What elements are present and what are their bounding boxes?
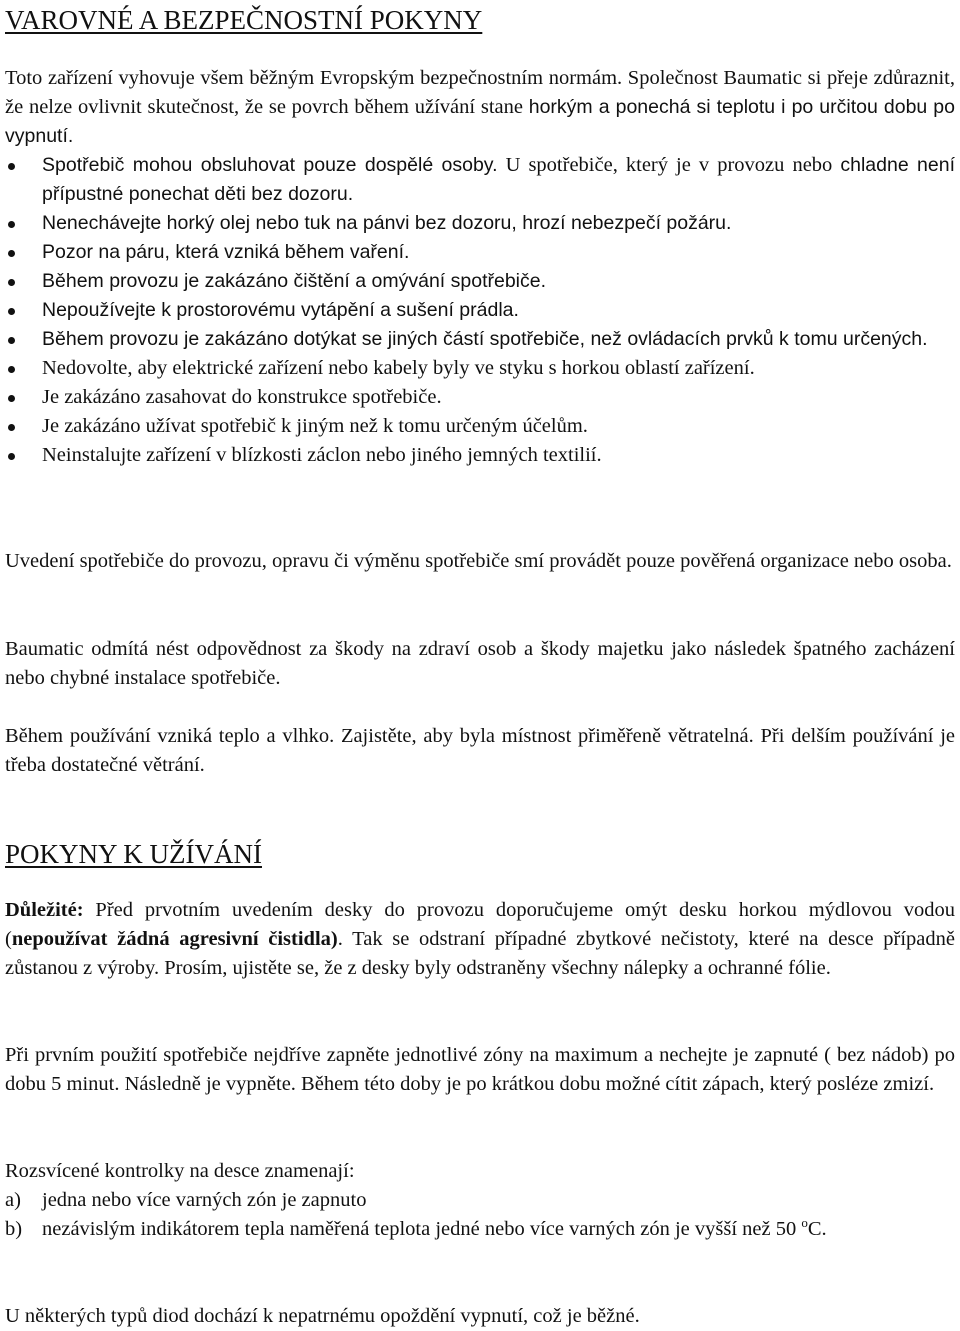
section-title-usage: POKYNY K UŽÍVÁNÍ [5, 839, 262, 869]
final-note: U některých typů diod dochází k nepatrnému opoždění vypnutí, což je běžné. [5, 1305, 640, 1327]
safety-bullet-list [5, 151, 955, 470]
indicators-intro: Rozsvícené kontrolky na desce znamenají: [5, 1160, 355, 1182]
paragraph-ventilation: Během používání vzniká teplo a vlhko. Zajistěte, aby byla místnost přiměřeně větratelná. Při delším používání je třeba dostatečné větrání. [5, 725, 955, 776]
paragraph-liability: Baumatic odmítá nést odpovědnost za škody na zdraví osob a škody majetku jako následek špatného zacházení nebo chybné instalace spotřebiče. [5, 638, 955, 689]
paragraph-first-use: Při prvním použití spotřebiče nejdříve zapněte jednotlivé zóny na maximum a nechejte je zapnuté ( bez nádob) po dobu 5 minut. Následně je vypněte. Během této doby je po krátkou dobu možné cítit zápach, který posléze zmizí. [5, 1044, 955, 1095]
indicator-list [5, 1186, 955, 1244]
list-item: Během provozu je zakázáno dotýkat se jiných částí spotřebiče, než ovládacích prvků k tomu určených. [5, 325, 955, 354]
list-item: Je zakázáno zasahovat do konstrukce spotřebiče. [5, 383, 955, 412]
list-item: Spotřebič mohou obsluhovat pouze dospělé osoby. U spotřebiče, který je v provozu nebo chladne není přípustné ponechat děti bez dozoru. [5, 151, 955, 209]
list-item: Během provozu je zakázáno čištění a omývání spotřebiče. [5, 267, 955, 296]
list-item: Je zakázáno užívat spotřebič k jiným než k tomu určeným účelům. [5, 412, 955, 441]
important-bold-text: nepoužívat žádná agresivní čistidla) [11, 928, 338, 950]
intro-paragraph [5, 64, 955, 151]
paragraph-service: Uvedení spotřebiče do provozu, opravu či výměnu spotřebiče smí provádět pouze pověřená organizace nebo osoba. [5, 550, 952, 572]
intro-text-2: horkým a ponechá si teplotu i po určitou dobu po vypnutí. [5, 96, 955, 147]
list-item: a) jedna nebo více varných zón je zapnuto [5, 1189, 367, 1211]
list-item: Pozor na páru, která vzniká během vaření. [5, 238, 955, 267]
degree-superscript: o [801, 1215, 808, 1231]
list-item: Nedovolte, aby elektrické zařízení nebo kabely byly ve styku s horkou oblastí zařízení. [5, 354, 955, 383]
important-label: Důležité: [5, 899, 84, 921]
section-title-safety: VAROVNÉ A BEZPEČNOSTNÍ POKYNY [5, 5, 483, 35]
list-item: Nepoužívejte k prostorovému vytápění a sušení prádla. [5, 296, 955, 325]
intro-text-1: Toto zařízení vyhovuje všem běžným Evropským bezpečnostním normám. Společnost Baumatic si přeje zdůraznit, že nelze ovlivnit skutečnost, že se povrch během užívání stane [5, 67, 955, 118]
paragraph-important: Důležité: Před prvotním uvedením desky do provozu doporučujeme omýt desku horkou mýdlovou vodou (nepoužívat žádná agresivní čistidla). Tak se odstraní případné zbytkové nečistoty, které na desce případně zůstanou z výroby. Prosím, ujistěte se, že z desky byly odstraněny všechny nálepky a ochranné fólie. [5, 899, 955, 979]
list-item: Nenechávejte horký olej nebo tuk na pánvi bez dozoru, hrozí nebezpečí požáru. [5, 209, 955, 238]
list-item: Neinstalujte zařízení v blízkosti záclon nebo jiného jemných textilií. [5, 441, 955, 470]
list-item: b) nezávislým indikátorem tepla naměřená teplota jedné nebo více varných zón je vyšší než 50 $^o$C. [5, 1215, 827, 1240]
